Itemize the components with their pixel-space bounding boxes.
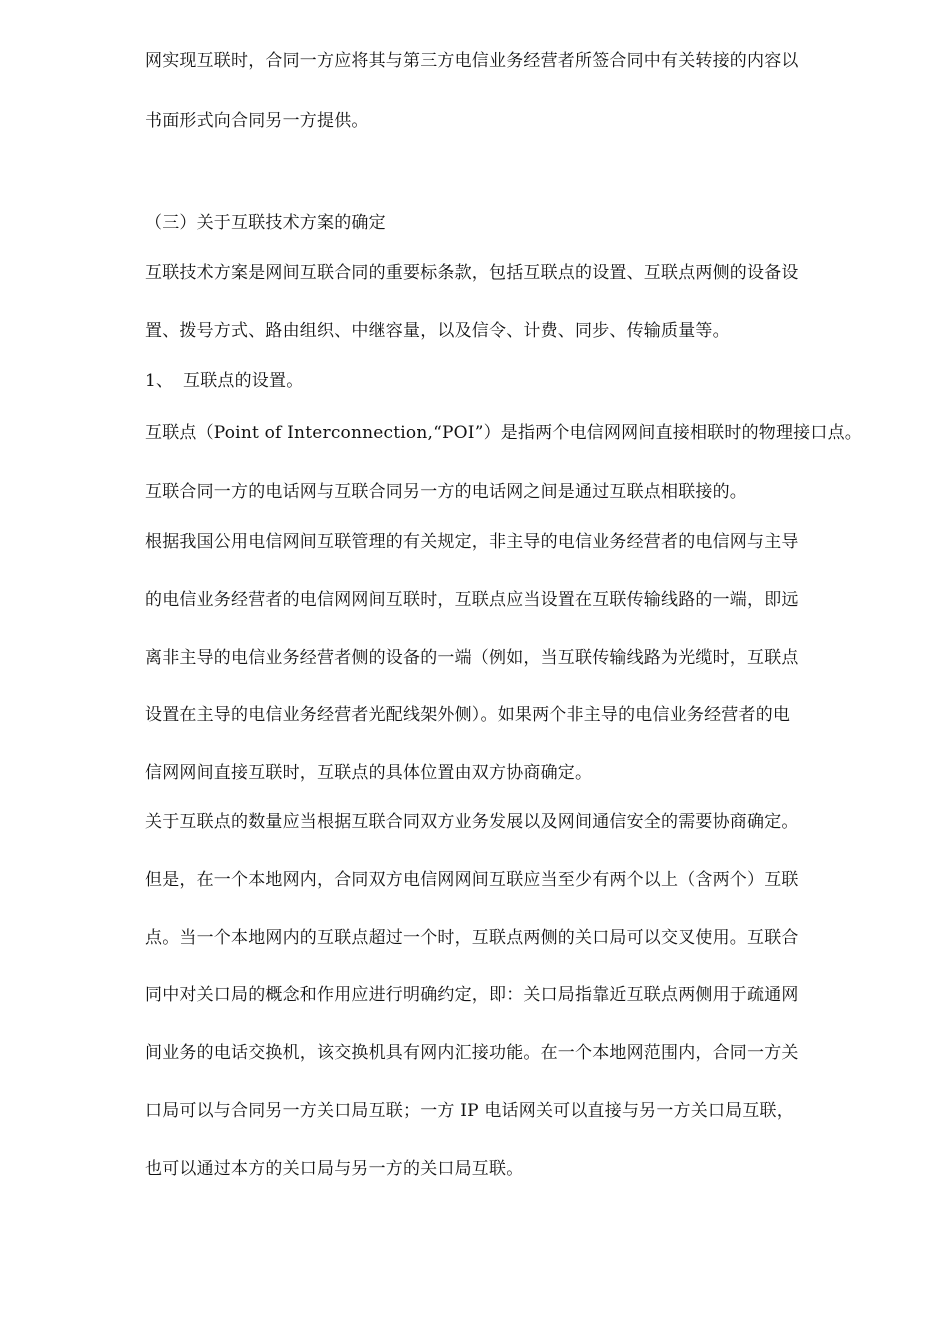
item-text: 互联点的设置。 [183,371,304,391]
numbered-item [145,370,303,392]
paragraph-line: 网实现互联时，合同一方应将其与第三方电信业务经营者所签合同中有关转接的内容以 [145,51,799,71]
paragraph-line: 间业务的电话交换机，该交换机具有网内汇接功能。在一个本地网范围内，合同一方关 [145,1043,799,1063]
paragraph-line: 互联点（Point of Interconnection,“POI”）是指两个电信网网间直接相联时的物理接口点。 [145,423,862,443]
paragraph-line: 信网网间直接互联时，互联点的具体位置由双方协商确定。 [145,763,593,783]
paragraph-line: 同中对关口局的概念和作用应进行明确约定，即：关口局指靠近互联点两侧用于疏通网 [145,985,799,1005]
paragraph-line: 关于互联点的数量应当根据互联合同双方业务发展以及网间通信安全的需要协商确定。 [145,812,799,832]
paragraph-line: 但是，在一个本地网内，合同双方电信网网间互联应当至少有两个以上（含两个）互联 [145,870,799,890]
paragraph-line: 互联合同一方的电话网与互联合同另一方的电话网之间是通过互联点相联接的。 [145,482,747,502]
paragraph-line: 口局可以与合同另一方关口局互联；一方 IP 电话网关可以直接与另一方关口局互联， [145,1101,794,1121]
paragraph-line: 也可以通过本方的关口局与另一方的关口局互联。 [145,1159,524,1179]
paragraph-line: 书面形式向合同另一方提供。 [145,111,369,131]
paragraph-line: 离非主导的电信业务经营者侧的设备的一端（例如，当互联传输线路为光缆时，互联点 [145,648,799,668]
item-number: 1、 [145,371,174,391]
paragraph-line: 置、拨号方式、路由组织、中继容量，以及信令、计费、同步、传输质量等。 [145,321,730,341]
paragraph-line: 的电信业务经营者的电信网网间互联时，互联点应当设置在互联传输线路的一端，即远 [145,590,799,610]
section-heading: （三）关于互联技术方案的确定 [145,213,386,233]
paragraph-line: 设置在主导的电信业务经营者光配线架外侧）。如果两个非主导的电信业务经营者的电 [145,705,791,725]
paragraph-line: 互联技术方案是网间互联合同的重要标条款，包括互联点的设置、互联点两侧的设备设 [145,263,799,283]
paragraph-line: 点。当一个本地网内的互联点超过一个时，互联点两侧的关口局可以交叉使用。互联合 [145,928,799,948]
paragraph-line: 根据我国公用电信网间互联管理的有关规定，非主导的电信业务经营者的电信网与主导 [145,532,799,552]
